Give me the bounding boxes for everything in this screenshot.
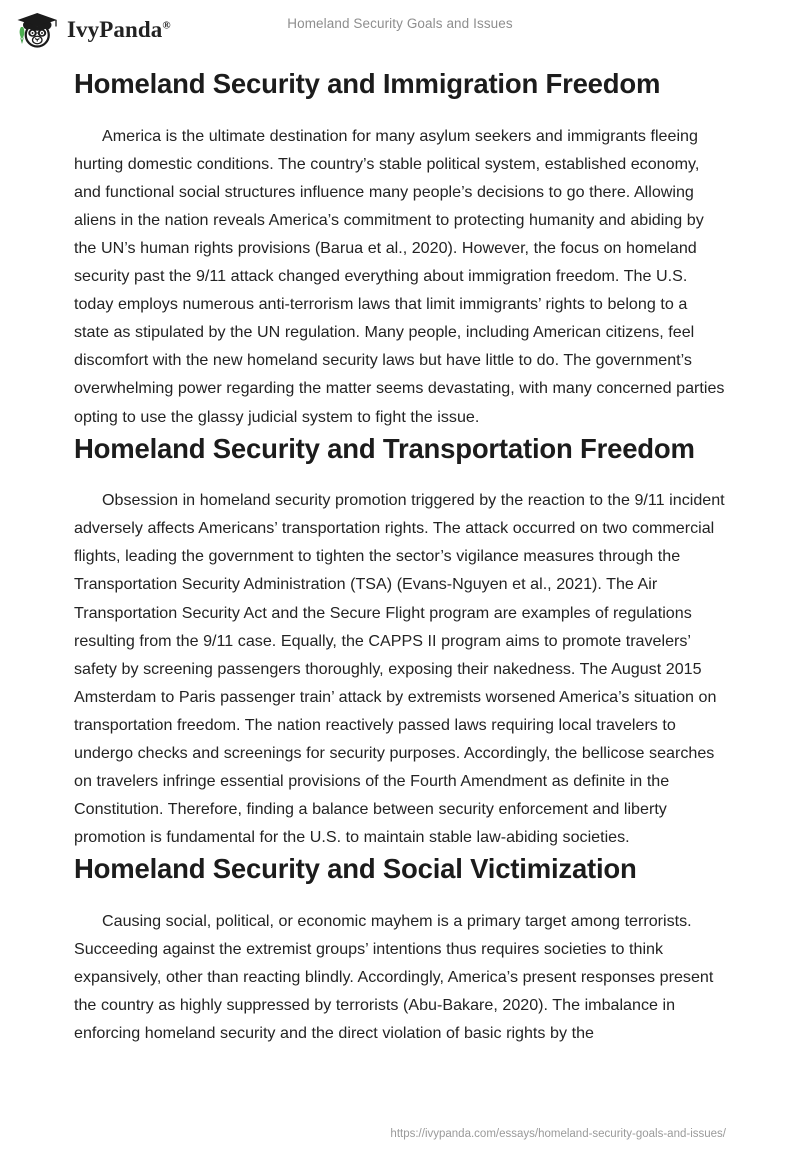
- page-header: [0, 0, 800, 56]
- document-header-title: Homeland Security Goals and Issues: [287, 16, 513, 31]
- document-content: [74, 66, 726, 1047]
- section-heading-social-victimization: Homeland Security and Social Victimization: [74, 853, 637, 885]
- footer-source-url[interactable]: https://ivypanda.com/essays/homeland-security-goals-and-issues/: [390, 1128, 726, 1140]
- page-footer: [0, 1128, 800, 1148]
- section-heading-immigration-freedom: Homeland Security and Immigration Freedom: [74, 68, 661, 99]
- section-paragraph-social-victimization: Causing social, political, or economic mayhem is a primary target among terrorists. Succeeding against the extremist groups’ intentions thus requires societies to think expansively, other than reacting blindly. Accordingly, America’s present responses present the country as highly suppressed by terrorists (Abu-Bakare, 2020). The imbalance in enforcing homeland security and the direct violation of basic rights by the: [74, 911, 714, 1043]
- section-paragraph-immigration-freedom: America is the ultimate destination for many asylum seekers and immigrants fleeing hurting domestic conditions. The country’s stable political system, established economy, and functional social structures influence many people’s decisions to go there. Allowing aliens in the nation reveals America’s commitment to protecting humanity and abiding by the UN’s human rights provisions (Barua et al., 2020). However, the focus on homeland security past the 9/11 attack changed everything about immigration freedom. The U.S. today employs numerous anti-terrorism laws that limit immigrants’ rights to belong to a state as stipulated by the UN regulation. Many people, including American citizens, feel discomfort with the new homeland security laws but have little to do. The government’s overwhelming power regarding the matter seems devastating, with many concerned parties opting to use the glassy judicial system to fight the issue.: [74, 126, 725, 426]
- section-heading-transportation-freedom: Homeland Security and Transportation Freedom: [74, 432, 695, 464]
- registered-mark-icon: ®: [162, 19, 171, 32]
- section-paragraph-transportation-freedom: Obsession in homeland security promotion triggered by the reaction to the 9/11 incident adversely affects Americans’ transportation rights. The attack occurred on two commercial flights, leading the government to tighten the sector’s vigilance measures through the Transportation Security Administration (TSA) (Evans-Nguyen et al., 2021). The Air Transportation Security Act and the Secure Flight program are examples of regulations resulting from the 9/11 case. Equally, the CAPPS II program aims to promote travelers’ safety by screening passengers thoroughly, exposing their nakedness. The August 2015 Amsterdam to Paris passenger train’ attack by extremists worsened America’s situation on transportation freedom. The nation reactively passed laws requiring local travelers to undergo checks and screenings for security purposes. Accordingly, the bellicose searches on travelers infringe essential provisions of the Fourth Amendment as definite in the Constitution. Therefore, finding a balance between security enforcement and liberty promotion is fundamental for the U.S. to maintain stable law-abiding societies.: [74, 491, 725, 847]
- brand-name-text: IvyPanda: [67, 17, 163, 42]
